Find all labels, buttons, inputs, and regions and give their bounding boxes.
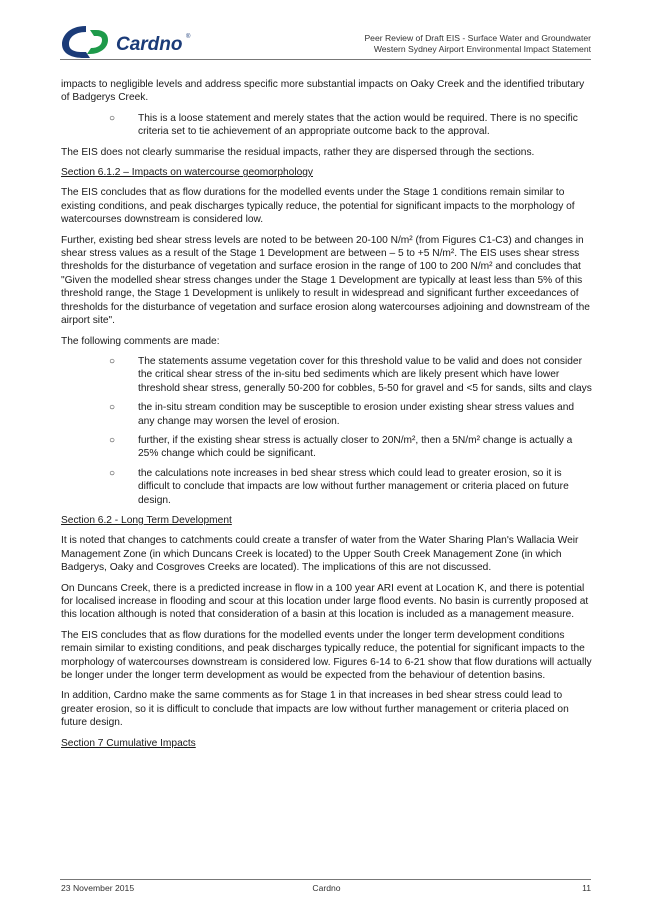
paragraph: It is noted that changes to catchments could create a transfer of water from the Water Sharing Plan's Wallacia Weir Management Zone (in which Duncans Creek is located) to the Upper South Creek Management Zone (in which Badgerys, Oaky and Cosgroves Creeks are located). The implications of this are not discussed. [61,535,579,574]
list-item: ○ the calculations note increases in bed shear stress which could lead to greater erosion, so it is difficult to conclude that impacts are low without further management or criteria placed on future design. [109,467,569,506]
header-title [364,33,591,55]
document-body [61,78,593,757]
circle-bullet-icon: ○ [109,402,116,414]
circle-bullet-icon: ○ [109,467,116,479]
list-item: ○ the in-situ stream condition may be susceptible to erosion under existing shear stress values and any change may worsen the level of erosion. [109,402,575,427]
paragraph: The following comments are made: [61,335,220,347]
comment-list [61,112,593,139]
paragraph: Further, existing bed shear stress levels are noted to be between 20-100 N/m² (from Figures C1-C3) and changes in shear stress values as a result of the Stage 1 Development are between – 5 to +5 N/m². The EIS uses shear stress thresholds for the disturbance of vegetation and surface erosion in the range of 100 to 200 N/m² and concludes that "Given the modelled shear stress changes under the Stage 1 Development are typically at least less than 5% of this threshold range, the Stage 1 Development is unlikely to result in widespread and significant further exceedances of thresholds for the disturbance of vegetation and surface erosion along watercourses adjoining and downstream of the airport site". [61,234,590,327]
list-item: ○ further, if the existing shear stress is actually closer to 20N/m², then a 5N/m² change is actually a 25% change which could be significant. [109,434,573,460]
list-item: ○ The statements assume vegetation cover for this threshold value to be valid and does not consider the critical shear stress of the in-situ bed sediments which are likely present which have lower threshold shear stress, generally 50-200 for cobbles, 5-50 for gravel and <5 for sands, silts and clays [109,355,592,394]
paragraph: The EIS concludes that as flow durations for the modelled events under the longer term development conditions remain similar to existing conditions, and peak discharges typically reduce, the potential for significant impacts to the morphology of watercourses downstream is considered low. Figures 6-14 to 6-21 show that flow durations will actually be longer under the longer term development as would be expected from the behaviour of detention basins. [61,629,592,682]
footer-date: 23 November 2015 [61,883,135,893]
paragraph: On Duncans Creek, there is a predicted increase in flow in a 100 year ARI event at Location K, and there is potential for localised increase in flooding and scour at this location under large flood events. No basin is currently proposed at this location although is noted that consideration of a basin at this location is included as a management measure. [61,582,589,621]
list-item: ○ This is a loose statement and merely states that the action would be required. There is no specific criteria set to tie achievement of an appropriate outcome back to the approval. [109,112,578,138]
footer-rule [60,879,591,880]
comment-list [61,355,593,507]
logo-mark-blue-arc [62,26,90,58]
logo-registered-mark: ® [186,34,191,40]
section-heading: Section 6.2 - Long Term Development [61,514,232,526]
header-title-line2: Western Sydney Airport Environmental Impact Statement [373,44,591,54]
circle-bullet-icon: ○ [109,112,116,124]
section-heading: Section 6.1.2 – Impacts on watercourse geomorphology [61,167,314,179]
circle-bullet-icon: ○ [109,434,116,446]
paragraph: In addition, Cardno make the same comments as for Stage 1 in that increases in bed shear stress could lead to greater erosion, so it is difficult to conclude that impacts are low without further management or criteria placed on future design. [61,690,569,729]
footer-company: Cardno [312,883,341,893]
paragraph: impacts to negligible levels and address specific more substantial impacts on Oaky Creek and the identified tributary of Badgerys Creek. [61,79,585,104]
logo-wordmark: Cardno [116,34,183,55]
footer-page-number: 11 [582,883,591,893]
header-title-line1: Peer Review of Draft EIS - Surface Water and Groundwater [364,33,591,43]
circle-bullet-icon: ○ [109,355,116,367]
section-heading: Section 7 Cumulative Impacts [61,737,196,749]
header-rule [60,59,591,60]
paragraph: The EIS concludes that as flow durations for the modelled events under the Stage 1 conditions remain similar to existing conditions, and peak discharges typically reduce, the potential for significant impacts to the morphology of watercourses downstream is considered low. [61,187,575,226]
logo-mark-green-arc [87,30,108,54]
paragraph: The EIS does not clearly summarise the residual impacts, rather they are dispersed through the sections. [61,146,535,158]
cardno-logo [60,20,210,64]
